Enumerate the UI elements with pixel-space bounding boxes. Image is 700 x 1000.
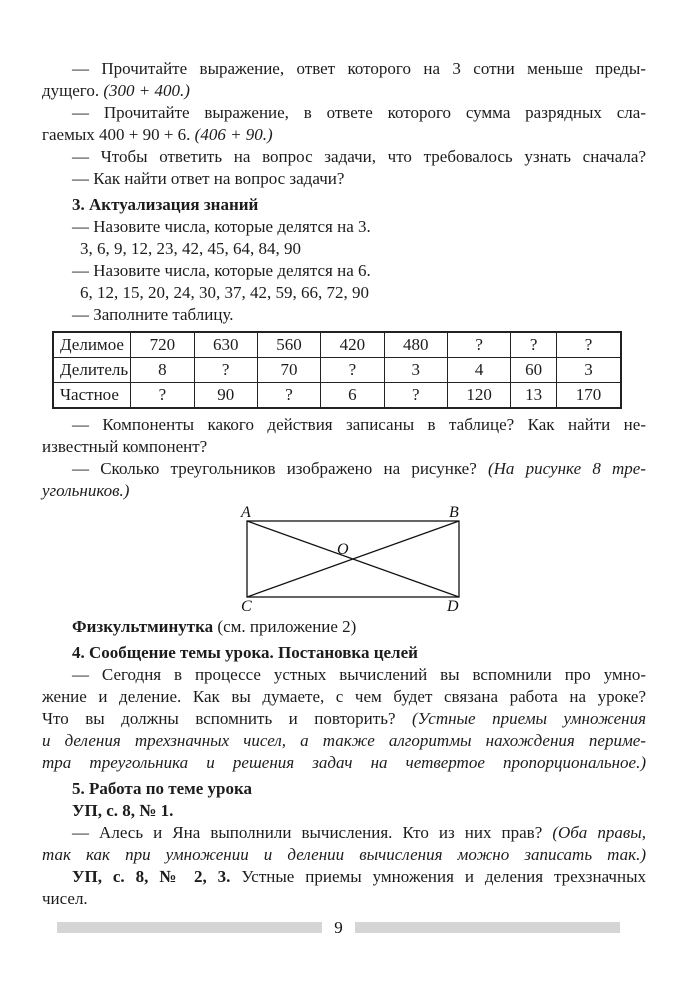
value-cell: 13 (511, 383, 557, 409)
text-run: 6, 12, 15, 20, 24, 30, 37, 42, 59, 66, 72, 90 (80, 283, 369, 302)
page-number: 9 (334, 918, 343, 937)
text-run: Что вы должны вспомнить и повторить? (42, 709, 412, 728)
footer-bar-left (57, 922, 322, 933)
text-line (42, 304, 646, 326)
text-run: — Алесь и Яна выполнили вычисления. Кто из них прав? (72, 823, 553, 842)
text-run: — Как найти ответ на вопрос задачи? (72, 169, 345, 188)
text-run: Физкультминутка (72, 617, 214, 636)
paragraph-question-answer (42, 168, 646, 190)
vertex-label-b: B (449, 504, 459, 521)
text-run: УП, с. 8, № 1. (72, 801, 174, 820)
text-run: — Прочитайте выражение, ответ которого на 3 сотни меньше преды- (72, 59, 646, 78)
text-run: угольников.) (42, 481, 130, 500)
value-cell: ? (321, 358, 384, 383)
table-row (53, 383, 621, 409)
rectangle-diagram (233, 504, 473, 612)
text-run: (Устные приемы умножения (411, 709, 646, 728)
text-line (42, 778, 646, 800)
text-line (42, 708, 646, 730)
vertex-label-a: A (241, 504, 251, 521)
vertex-label-c: C (241, 598, 252, 612)
textbook-ref-1 (42, 800, 646, 822)
text-run: — Сегодня в процессе устных вычислений вы вспомнили про умно- (72, 665, 646, 684)
value-cell: 4 (447, 358, 510, 383)
value-cell: 6 (321, 383, 384, 409)
text-run: так как при умножении и делении вычисления можно записать так.) (42, 845, 646, 864)
text-line (42, 730, 646, 752)
text-run: УП, с. 8, № 2, 3. (72, 867, 231, 886)
text-run: — Сколько треугольников изображено на рисунке? (72, 459, 488, 478)
text-run: Устные приемы умножения и деления трехзначных (230, 867, 647, 886)
physical-minute (42, 616, 646, 638)
footer-bar-right (355, 922, 620, 933)
value-cell: 560 (257, 332, 320, 358)
text-run: гаемых 400 + 90 + 6. (42, 125, 195, 144)
center-label-o: O (337, 541, 349, 558)
text-line (42, 686, 646, 708)
text-run: 3. Актуализация знаний (72, 195, 259, 214)
text-run: — Заполните таблицу. (72, 305, 234, 324)
value-cell: 170 (557, 383, 621, 409)
geometry-figure (233, 504, 646, 612)
value-cell: 120 (447, 383, 510, 409)
text-run: — Назовите числа, которые делятся на 3. (72, 217, 371, 236)
text-line (42, 102, 646, 124)
value-cell: ? (557, 332, 621, 358)
text-run: дущего. (42, 81, 104, 100)
paragraph-expression-2 (42, 102, 646, 146)
text-run: (406 + 90.) (194, 125, 273, 144)
text-line (42, 194, 646, 216)
text-run: — Назовите числа, которые делятся на 6. (72, 261, 371, 280)
value-cell: 3 (384, 358, 447, 383)
text-line (42, 58, 646, 80)
text-line (42, 238, 646, 260)
text-line (42, 888, 646, 910)
row-label-cell: Частное (53, 383, 131, 409)
division-table (52, 331, 622, 409)
text-run: чисел. (42, 889, 88, 908)
content (42, 58, 646, 910)
value-cell: 90 (194, 383, 257, 409)
text-line (42, 844, 646, 866)
text-run: — Компоненты какого действия записаны в таблице? Как найти не- (72, 415, 646, 434)
text-line (42, 168, 646, 190)
table-row (53, 358, 621, 383)
value-cell: 630 (194, 332, 257, 358)
value-cell: ? (447, 332, 510, 358)
paragraph-expression-1 (42, 58, 646, 102)
page-footer (57, 920, 620, 935)
row-label-cell: Делимое (53, 332, 131, 358)
text-run: (На рисунке 8 тре- (487, 459, 647, 478)
text-line (42, 480, 646, 502)
text-run: — Чтобы ответить на вопрос задачи, что требовалось узнать сначала? (72, 147, 646, 166)
text-line (42, 822, 646, 844)
text-run: (Оба правы, (552, 823, 646, 842)
value-cell: ? (131, 383, 194, 409)
text-run: и деления трехзначных чисел, а также алгоритмы нахождения периме- (42, 731, 646, 750)
text-run: (см. приложение 2) (213, 617, 357, 636)
text-line (42, 282, 646, 304)
vertex-label-d: D (447, 598, 459, 612)
value-cell: ? (384, 383, 447, 409)
text-line (42, 260, 646, 282)
text-run: жение и деление. Как вы думаете, с чем будет связана работа на уроке? (42, 687, 646, 706)
paragraph-question-first (42, 146, 646, 168)
value-cell: ? (194, 358, 257, 383)
text-run: тра треугольника и решения задач на четвертое пропорциональное.) (42, 753, 646, 772)
text-line (42, 642, 646, 664)
value-cell: 720 (131, 332, 194, 358)
text-line (42, 664, 646, 686)
value-cell: ? (511, 332, 557, 358)
text-line (42, 458, 646, 480)
value-cell: 60 (511, 358, 557, 383)
paragraph-lesson-intro (42, 664, 646, 774)
section-heading-4 (42, 642, 646, 664)
textbook-ref-2 (42, 866, 646, 910)
value-cell: 420 (321, 332, 384, 358)
paragraph-ales-yana (42, 822, 646, 866)
value-cell: 8 (131, 358, 194, 383)
text-line (42, 216, 646, 238)
paragraph-components (42, 414, 646, 458)
value-cell: 70 (257, 358, 320, 383)
text-line (42, 752, 646, 774)
text-line (42, 124, 646, 146)
section-heading-5 (42, 778, 646, 800)
paragraph-triangles (42, 458, 646, 502)
text-line (42, 146, 646, 168)
text-line (42, 414, 646, 436)
value-cell: 3 (557, 358, 621, 383)
text-run: 5. Работа по теме урока (72, 779, 253, 798)
table-row (53, 332, 621, 358)
value-cell: ? (257, 383, 320, 409)
section-heading-3 (42, 194, 646, 216)
divisibility-tasks (42, 216, 646, 326)
text-line (42, 800, 646, 822)
text-line (42, 866, 646, 888)
text-line (42, 436, 646, 458)
row-label-cell: Делитель (53, 358, 131, 383)
text-line (42, 80, 646, 102)
text-run: — Прочитайте выражение, в ответе которого сумма разрядных сла- (72, 103, 646, 122)
text-run: 4. Сообщение темы урока. Постановка целей (72, 643, 418, 662)
text-line (42, 616, 646, 638)
text-run: известный компонент? (42, 437, 208, 456)
text-run: (300 + 400.) (103, 81, 190, 100)
text-run: 3, 6, 9, 12, 23, 42, 45, 64, 84, 90 (80, 239, 301, 258)
value-cell: 480 (384, 332, 447, 358)
